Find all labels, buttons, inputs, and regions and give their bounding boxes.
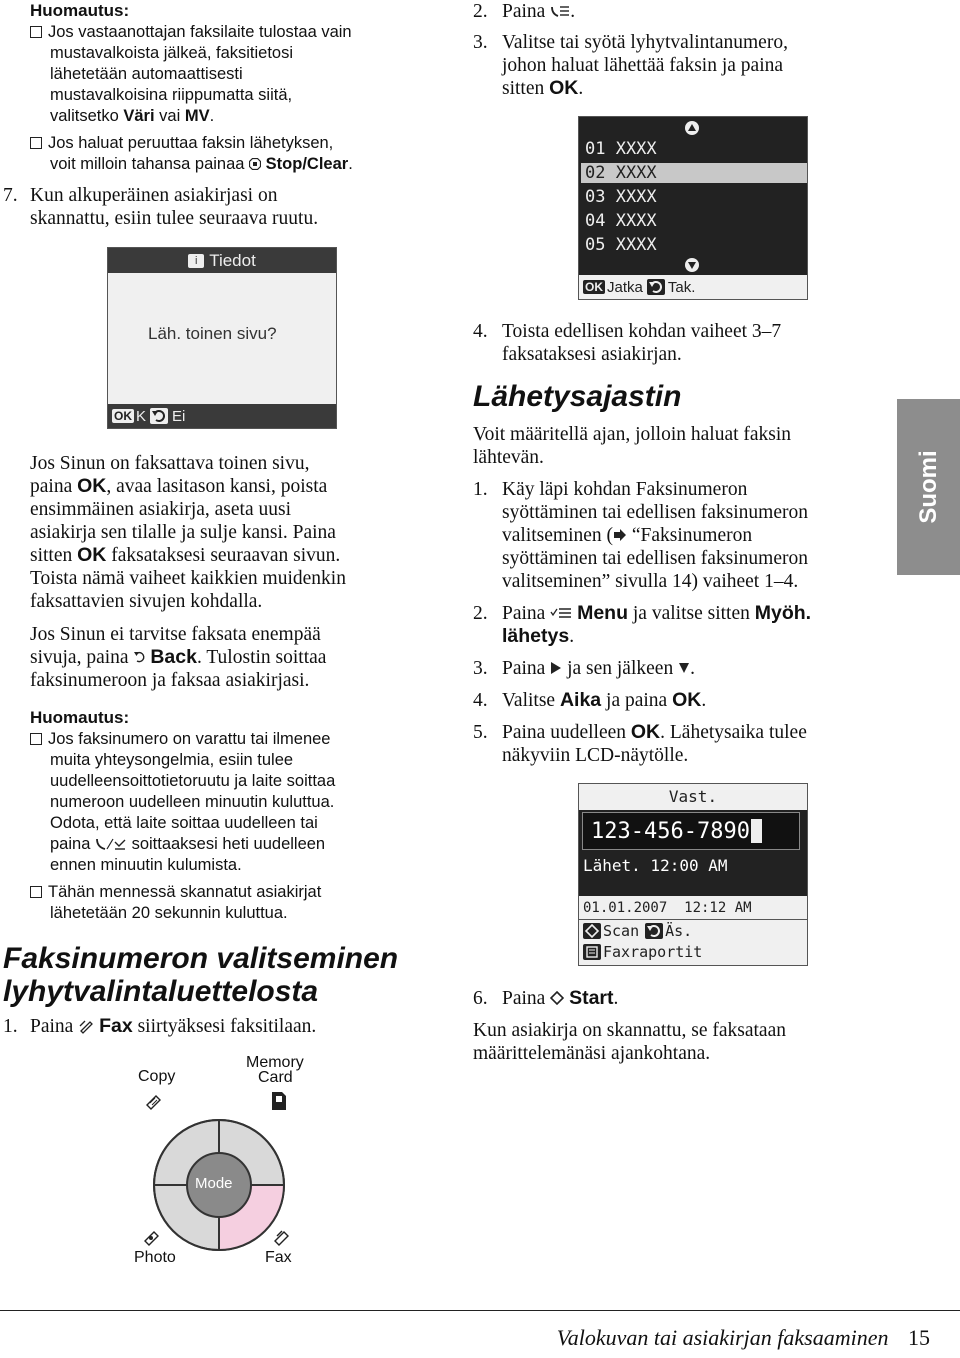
keyword-myoh: Myöh. (754, 602, 812, 624)
text-line: Kun asiakirja on skannattu, se faksataan (473, 1020, 786, 1041)
keyword-ok: OK (77, 544, 107, 566)
note-item (30, 882, 430, 924)
keyword-ok: OK (549, 77, 579, 99)
language-tab (897, 399, 960, 575)
step-7 (3, 184, 423, 230)
step-6-start: 6. Paina Start. (473, 987, 619, 1009)
start-diamond-icon (583, 923, 601, 939)
redial-pause-icon (95, 836, 127, 850)
keyword-lahetys: lähetys (502, 625, 570, 647)
checkbox-bullet-icon (30, 733, 42, 745)
step-2-timer: 2. Paina Menu ja valitse sitten Myöh. lähetys. (473, 602, 812, 647)
step-line: syöttäminen tai edellisen faksinumeron (502, 548, 808, 569)
mode-label: Mode (195, 1175, 233, 1192)
step-line: sitten OK. (502, 77, 584, 99)
back-icon (150, 408, 168, 424)
mode-dial[interactable] (152, 1118, 286, 1252)
ok-icon: OK (585, 280, 603, 294)
down-arrow-icon (678, 657, 690, 669)
step-number: 3. (473, 658, 488, 679)
step-1-fax: 1. Paina Fax siirtyäksesi faksitilaan. (3, 1015, 317, 1037)
paragraph-next-page (30, 452, 430, 613)
step-number: 4. (473, 321, 488, 342)
speed-dial-list (581, 137, 807, 257)
info-icon: i (188, 254, 204, 268)
lcd-datetime: 01.01.2007 12:12 AM (583, 900, 752, 916)
note-box-2 (30, 707, 430, 924)
text-line: määrittelemänäsi ajankohtana. (473, 1043, 711, 1064)
lcd-header (579, 784, 807, 810)
lcd-vast-label: Vast. (668, 787, 718, 806)
keyword-ok: OK (672, 689, 702, 711)
note-item: Jos haluat peruuttaa faksin lähetyksen, voit milloin tahansa painaa Stop/Clear. (30, 133, 430, 175)
back-icon (645, 923, 663, 939)
step-number: 5. (473, 722, 488, 743)
keyword-vari: Väri (123, 107, 155, 125)
back-icon (647, 279, 665, 295)
step-number: 1. (473, 479, 488, 500)
lcd-faxraportit-label: Faxraportit (603, 943, 703, 961)
text-line: Jos Sinun on faksattava toinen sivu, (30, 453, 310, 474)
step-2-speed-dial: 2. Paina . (473, 1, 576, 22)
note-line: lähetetään 20 sekunnin kuluttua. (50, 904, 288, 922)
scroll-down-icon (684, 258, 700, 272)
keyword-aika: Aika (559, 689, 602, 711)
section-title-send-timer: Lähetysajastin (473, 380, 682, 413)
copy-label: Copy (138, 1068, 176, 1085)
memory-card-label-2: Card (258, 1069, 293, 1086)
note-line: paina soittaaksesi heti uudelleen (50, 835, 326, 853)
text-line: Jos Sinun ei tarvitse faksata enempää (30, 624, 321, 645)
note-item (30, 22, 430, 127)
lcd-bottom-panel (579, 896, 807, 965)
keyword-stop-clear: Stop/Clear (265, 155, 349, 173)
fax-number-value: 123-456-7890 (591, 819, 750, 844)
keyword-ok: OK (77, 475, 107, 497)
note-item (30, 729, 430, 876)
step-line: skannattu, esiin tulee seuraava ruutu. (30, 208, 319, 229)
photo-icon (142, 1226, 162, 1246)
lcd-footer (579, 275, 807, 299)
list-item[interactable]: 05 XXXX (585, 235, 657, 255)
checkbox-bullet-icon (30, 886, 42, 898)
title-line: Faksinumeron valitseminen (3, 942, 399, 975)
step-line: valitseminen ( “Faksinumeron (502, 525, 753, 546)
note-line: Tähän mennessä skannatut asiakirjat (48, 883, 322, 901)
keyword-back: Back (150, 646, 197, 668)
lcd-ei-label: Ei (172, 407, 186, 425)
note-line: voit milloin tahansa painaa (50, 155, 245, 173)
step-4-timer: 4. Valitse Aika ja paina OK. (473, 689, 707, 711)
copy-icon (144, 1090, 164, 1110)
memory-card-icon (270, 1090, 288, 1112)
lcd-scan-label: Scan (603, 922, 640, 940)
photo-label: Photo (134, 1249, 176, 1266)
fax-icon (78, 1017, 94, 1033)
menu-icon (550, 603, 572, 617)
list-item-selected[interactable]: 02 XXXX (581, 163, 807, 183)
text-line: Toista nämä vaiheet kaikkien muidenkin (30, 568, 346, 589)
start-diamond-icon (550, 988, 564, 1002)
step-line: valitseminen” sivulla 14) vaiheet 1–4. (502, 571, 799, 592)
lcd-header-title: Tiedot (209, 250, 256, 270)
lcd-as-label: Äs. (665, 922, 693, 940)
step-number: 4. (473, 690, 488, 711)
keyword-start: Start (569, 987, 614, 1009)
note-line: ennen minuutin kulumista. (50, 856, 242, 874)
step-line: johon haluat lähettää faksin ja paina (502, 55, 784, 76)
keyword-fax: Fax (99, 1015, 133, 1037)
checkbox-bullet-icon (30, 26, 42, 38)
list-item[interactable]: 01 XXXX (585, 139, 657, 159)
fax-icon (272, 1226, 292, 1246)
text-line: paina OK, avaa lasitason kansi, poista (30, 475, 328, 497)
list-item[interactable]: 04 XXXX (585, 211, 657, 231)
text-line: lähtevän. (473, 447, 544, 468)
note-line: Jos vastaanottajan faksilaite tulostaa vain (48, 23, 352, 41)
note-heading: Huomautus: (30, 1, 130, 20)
note-line: Jos haluat peruuttaa faksin lähetyksen, (48, 134, 334, 152)
cross-reference-arrow-icon (613, 525, 627, 539)
step-number: 2. (473, 603, 488, 624)
note-heading: Huomautus: (30, 708, 130, 727)
memory-card-label-1: Memory (246, 1054, 304, 1071)
speed-dial-icon (550, 1, 570, 15)
note-line: muita yhteysongelmia, esiin tulee (50, 751, 294, 769)
note-line: mustavalkoisina riippumatta siitä, (50, 86, 293, 104)
note-line: mustavalkoista jälkeä, faksitietosi (50, 44, 294, 62)
step-line: faksataksesi asiakirjan. (502, 344, 682, 365)
footer-divider (0, 1310, 960, 1311)
page-footer (440, 1325, 930, 1351)
note-line: Jos faksinumero on varattu tai ilmenee (48, 730, 331, 748)
text-line: Voit määritellä ajan, jolloin haluat faksin (473, 424, 792, 445)
paragraph-timer-intro (473, 423, 893, 469)
page-number: 15 (908, 1325, 930, 1350)
lcd-footer (108, 404, 336, 428)
lcd-jatka-label: Jatka (607, 278, 643, 296)
lcd-faxraportit-row (583, 943, 702, 961)
paragraph-closing (473, 1019, 893, 1065)
step-number: 7. (3, 185, 18, 206)
list-item[interactable]: 03 XXXX (585, 187, 657, 207)
step-number: 3. (473, 32, 488, 53)
scroll-up-icon (684, 121, 700, 135)
paragraph-no-more-pages (30, 623, 430, 692)
checkbox-bullet-icon (30, 137, 42, 149)
step-number: 1. (3, 1016, 18, 1037)
step-4-repeat: 4. Toista edellisen kohdan vaiheet 3–7 faksataksesi asiakirjan. (473, 320, 893, 366)
title-line: lyhytvalintaluettelosta (3, 975, 319, 1008)
text-line: asiakirja sen tilalle ja sulje kansi. Paina (30, 522, 336, 543)
right-arrow-icon (550, 658, 562, 672)
note-line: valitsetko Väri vai MV. (50, 107, 215, 125)
text-line: faksinumeroon ja faksaa asiakirjasi. (30, 670, 310, 691)
step-5-timer: 5. Paina uudelleen OK. Lähetysaika tulee näkyviin LCD-näytölle. (473, 721, 893, 767)
text-cursor (751, 819, 762, 843)
text-line: ensimmäinen asiakirja, aseta uusi (30, 499, 292, 520)
lcd-send-time: Lähet. 12:00 AM (583, 856, 728, 875)
lcd-header (108, 248, 336, 273)
step-3-timer: 3. Paina ja sen jälkeen . (473, 658, 695, 679)
step-number: 2. (473, 1, 488, 22)
text-line: sivuja, paina Back. Tulostin soittaa (30, 646, 327, 668)
note-line: uudelleensoittotietoruutu ja laite soittaa (50, 772, 336, 790)
footer-title: Valokuvan tai asiakirjan faksaaminen (556, 1325, 889, 1350)
report-icon (583, 944, 601, 960)
note-line: numeroon uudelleen minuutin kuluttua. (50, 793, 335, 811)
lcd-screen-speed-dial-list (578, 116, 808, 300)
lcd-question: Läh. toinen sivu? (148, 324, 277, 343)
keyword-mv: MV (184, 107, 210, 125)
section-title-speed-dial (3, 942, 443, 1008)
ok-icon: OK (114, 409, 132, 423)
step-line: Kun alkuperäinen asiakirjasi on (30, 185, 278, 206)
step-3-select-number: 3. Valitse tai syötä lyhytvalintanumero, johon haluat lähettää faksin ja paina sitten OK. (473, 31, 893, 100)
step-1-timer: 1. Käy läpi kohdan Faksinumeron syöttäminen tai edellisen faksinumeron valitseminen ( “Faksinumeron syöttäminen tai edellisen faksinumeron valitseminen” sivulla 14) vaiheet 1–4. (473, 478, 893, 593)
text-line: sitten OK faksataksesi seuraavan sivun. (30, 544, 341, 566)
text-line: faksattavien sivujen kohdalla. (30, 591, 263, 612)
note-line: Odota, että laite soittaa uudelleen tai (50, 814, 318, 832)
language-tab-label: Suomi (914, 450, 942, 524)
lcd-scan-row (583, 922, 692, 940)
fax-label: Fax (265, 1249, 292, 1266)
keyword-menu: Menu (577, 602, 628, 624)
stop-icon (249, 155, 261, 167)
note-line: lähetetään automaattisesti (50, 65, 243, 83)
lcd-screen-confirm (107, 247, 337, 429)
lcd-tak-label: Tak. (667, 278, 696, 296)
step-line: näkyviin LCD-näytölle. (502, 745, 689, 766)
step-number: 6. (473, 988, 488, 1009)
lcd-k-label: K (136, 407, 147, 425)
back-icon (133, 647, 145, 661)
lcd-screen-send-time (578, 783, 808, 966)
fax-number-field[interactable] (582, 812, 800, 850)
keyword-ok: OK (630, 721, 661, 743)
step-line: syöttäminen tai edellisen faksinumeron (502, 502, 808, 523)
control-panel-illustration (120, 1050, 340, 1275)
note-box-1 (30, 0, 430, 175)
